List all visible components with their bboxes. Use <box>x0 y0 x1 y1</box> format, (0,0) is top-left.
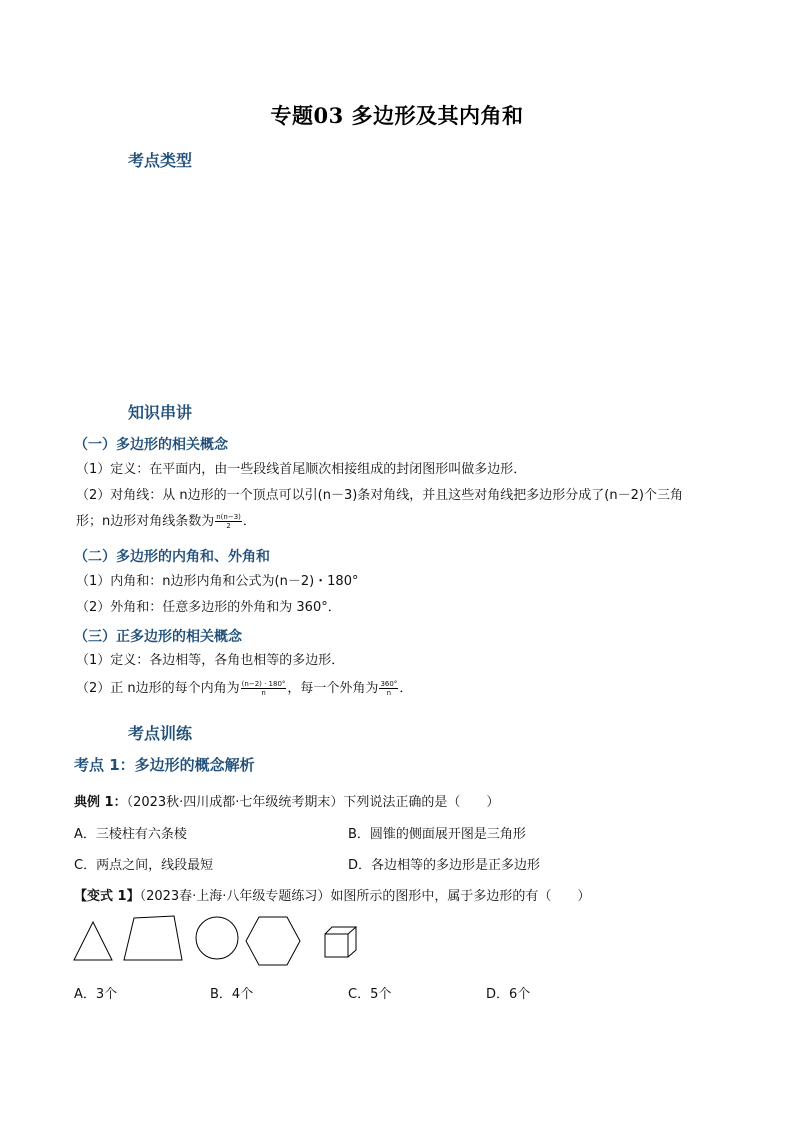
part1-definition: （1）定义：在平面内，由一些段线首尾顺次相接组成的封闭图形叫做多边形． <box>76 462 527 477</box>
part2-heading: （二）多边形的内角和、外角和 <box>74 549 270 565</box>
section-knowledge-heading: 知识串讲 <box>128 403 193 422</box>
cube-figure <box>323 925 359 959</box>
variant1-option-c: C．5个 <box>348 987 392 1002</box>
part3-angles <box>76 677 412 697</box>
part3-definition: （1）定义：各边相等，各角也相等的多边形． <box>76 653 345 668</box>
exterior-angle-fraction <box>379 680 398 697</box>
part3-heading: （三）正多边形的相关概念 <box>74 629 242 645</box>
part2-interior-sum: （1）内角和：n边形内角和公式为(n－2)・180° <box>76 574 359 589</box>
example1-text: （2023秋·四川成都·七年级统考期末）下列说法正确的是（ ） <box>126 795 500 810</box>
hexagon-figure <box>244 915 302 967</box>
example1-option-d: D．各边相等的多边形是正多边形 <box>348 858 541 873</box>
exterior-angle-denominator: n <box>386 689 392 697</box>
interior-angle-denominator: n <box>261 689 266 697</box>
part3-angles-text: （2）正 n边形的每个内角为 <box>76 681 240 696</box>
interior-angle-fraction <box>241 680 287 697</box>
example1-option-c: C．两点之间，线段最短 <box>74 858 214 873</box>
circle-figure <box>194 915 240 961</box>
interior-angle-numerator: (n−2) · 180° <box>241 680 286 688</box>
part1-diagonal-line: （2）对角线：从 n边形的一个顶点可以引(n－3)条对角线，并且这些对角线把多边形分成了(n－2)个三角 <box>76 488 683 503</box>
section-training-heading: 考点训练 <box>128 724 193 743</box>
part3-period: ． <box>399 681 413 696</box>
part1-diagonal-count-text: 形；n边形对角线条数为 <box>76 514 215 529</box>
kaodian1-heading: 考点 1：多边形的概念解析 <box>74 756 255 774</box>
part1-diagonal-count <box>76 510 256 530</box>
variant1-option-a: A．3个 <box>74 987 118 1002</box>
example1-option-b: B．圆锥的侧面展开图是三角形 <box>348 827 526 842</box>
exterior-angle-numerator: 360° <box>380 680 398 688</box>
part1-heading: （一）多边形的相关概念 <box>74 437 228 453</box>
example1-question <box>74 791 499 810</box>
diagonal-fraction <box>215 513 242 530</box>
variant1-option-b: B．4个 <box>210 987 254 1002</box>
triangle-figure <box>72 920 114 962</box>
section-types-heading: 考点类型 <box>128 151 193 170</box>
example1-option-a: A．三棱柱有六条棱 <box>74 827 187 842</box>
part3-exterior-text: ，每一个外角为 <box>287 681 379 696</box>
variant1-question <box>74 885 590 904</box>
variant1-text: （2023春·上海·八年级专题练习）如图所示的图形中，属于多边形的有（ ） <box>139 889 591 904</box>
diagonal-fraction-numerator: n(n−3) <box>216 513 241 521</box>
diagonal-fraction-denominator: 2 <box>226 522 231 530</box>
part2-exterior-sum: （2）外角和：任意多边形的外角和为 360°． <box>76 600 341 615</box>
variant1-option-d: D．6个 <box>486 987 531 1002</box>
variant1-label: 【变式 1】 <box>74 889 140 904</box>
example1-label: 典例 1： <box>74 795 127 810</box>
quadrilateral-figure <box>122 914 184 964</box>
page-title: 专题03 多边形及其内角和 <box>270 103 524 128</box>
part1-period: ． <box>242 514 256 529</box>
